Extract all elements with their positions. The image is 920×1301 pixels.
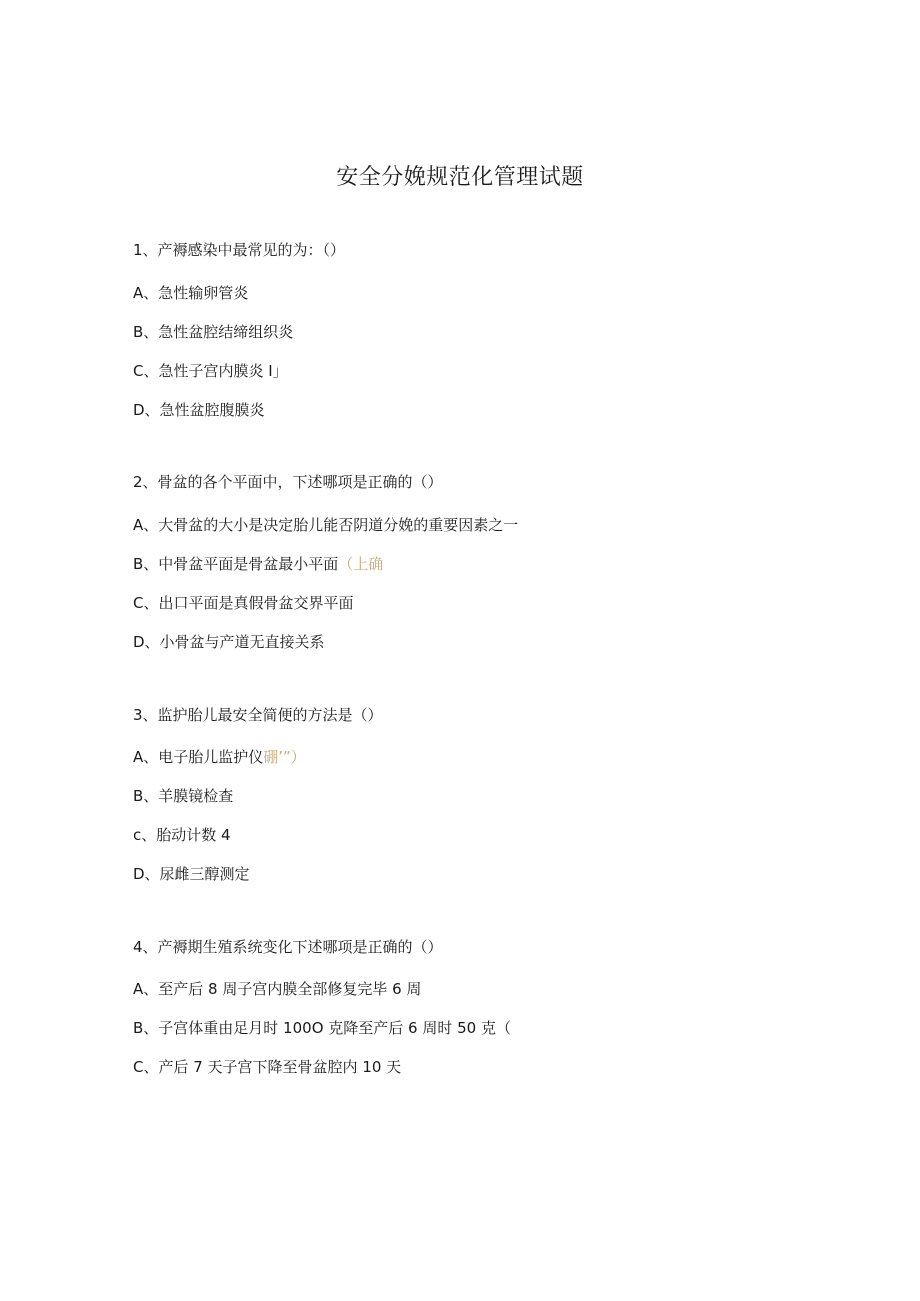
question-2-option-b bbox=[133, 553, 383, 575]
question-3-option-a-text: A、电子胎儿监护仪 bbox=[133, 748, 264, 766]
answer-mark: （上确 bbox=[338, 555, 384, 573]
question-2-option-a: A、大骨盆的大小是决定胎儿能否阴道分娩的重要因素之一 bbox=[133, 516, 519, 534]
question-2-option-b-text: B、中骨盆平面是骨盆最小平面 bbox=[133, 555, 339, 573]
question-2-stem: 2、骨盆的各个平面中，下述哪项是正确的（） bbox=[133, 473, 443, 491]
question-2-option-d: D、小骨盆与产道无直接关系 bbox=[133, 633, 325, 651]
question-1-option-d: D、急性盆腔腹膜炎 bbox=[133, 401, 265, 419]
question-1-option-c: C、急性子宫内膜炎 I」 bbox=[133, 362, 288, 380]
question-1-option-b: B、急性盆腔结缔组织炎 bbox=[133, 323, 294, 341]
question-1-option-a: A、急性输卵管炎 bbox=[133, 284, 249, 302]
question-4-stem: 4、产褥期生殖系统变化下述哪项是正确的（） bbox=[133, 938, 443, 956]
question-2-option-c: C、出口平面是真假骨盆交界平面 bbox=[133, 594, 354, 612]
question-3-option-b: B、羊膜镜检查 bbox=[133, 787, 234, 805]
question-1-stem: 1、产褥感染中最常见的为：（） bbox=[133, 241, 346, 259]
question-4-option-b: B、子宫体重由足月时 100O 克降至产后 6 周时 50 克（ bbox=[133, 1019, 511, 1037]
question-4-option-c: C、产后 7 天子宫下降至骨盆腔内 10 天 bbox=[133, 1058, 402, 1076]
question-3-option-d: D、尿雌三醇测定 bbox=[133, 865, 250, 883]
question-3-stem: 3、监护胎儿最安全简便的方法是（） bbox=[133, 706, 383, 724]
question-3-option-a bbox=[133, 746, 306, 768]
question-3-option-c: c、胎动计数 4 bbox=[133, 826, 231, 844]
answer-mark: 硼’”） bbox=[263, 748, 306, 766]
question-4-option-a: A、至产后 8 周子宫内膜全部修复完毕 6 周 bbox=[133, 980, 422, 998]
document-title: 安全分娩规范化管理试题 bbox=[336, 165, 584, 190]
